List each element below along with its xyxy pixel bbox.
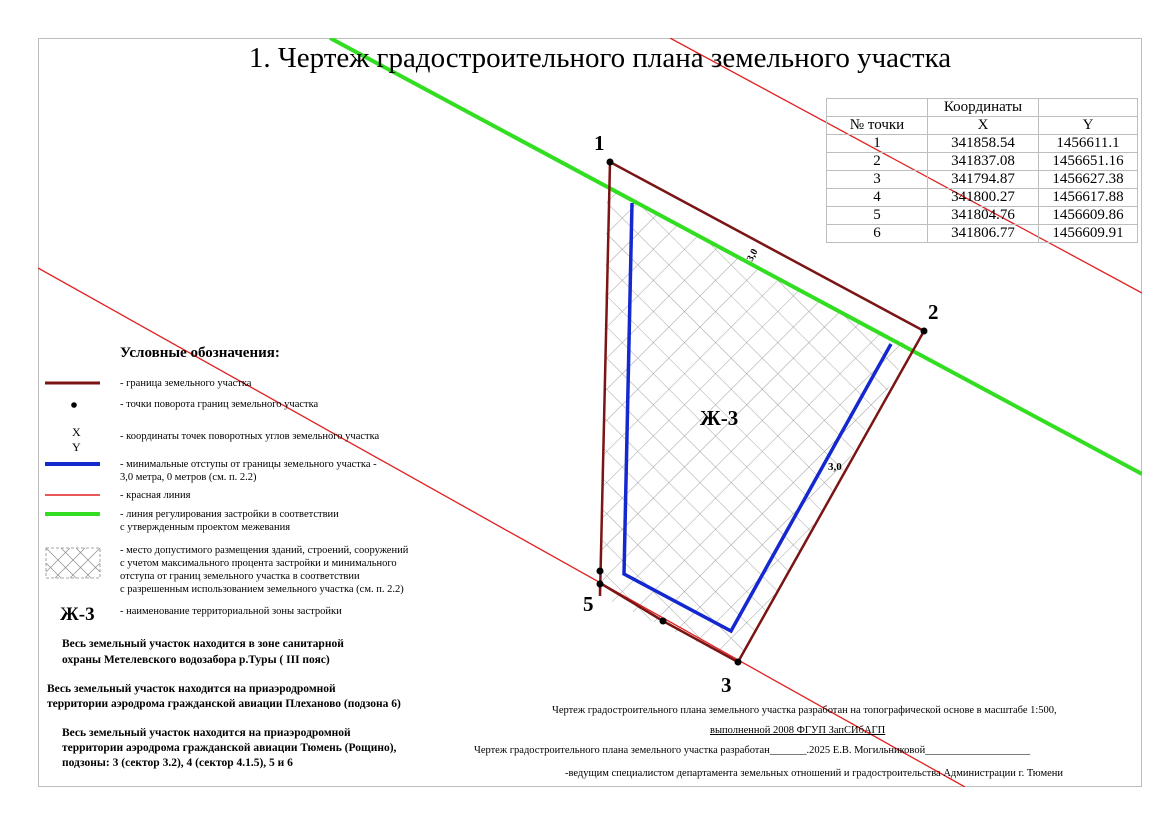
legend-y-letter: Y <box>72 440 81 454</box>
note-plekhanovo-2: территории аэродрома гражданской авиации Плеханово (подзона 6) <box>47 698 401 710</box>
table-row <box>827 207 1138 225</box>
legend-x-letter: X <box>72 425 81 439</box>
legend-item-hatch-4: с разрешенным использованием земельного участка (см. п. 2.2) <box>120 584 404 595</box>
legend-item-boundary: - граница земельного участка <box>120 378 252 389</box>
legend-item-hatch-2: с учетом максимального процента застройки и минимального <box>120 558 397 569</box>
note-roshchino-3: подзоны: 3 (сектор 3.2), 4 (сектор 4.1.5), 5 и 6 <box>62 757 293 769</box>
note-sanitary-2: охраны Метелевского водозабора р.Туры ( III пояс) <box>62 654 330 666</box>
point-label-2: 2 <box>928 300 939 324</box>
turning-point-1 <box>607 159 614 166</box>
note-sanitary-1: Весь земельный участок находится в зоне санитарной <box>62 638 344 650</box>
note-roshchino-1: Весь земельный участок находится на приаэродромной <box>62 727 351 739</box>
legend-point-symbol <box>71 402 77 408</box>
legend-item-setback-2: 3,0 метра, 0 метров (см. п. 2.2) <box>120 472 257 483</box>
coordinates-table <box>826 98 1138 243</box>
table-header-row <box>827 117 1138 135</box>
cell-point: 2 <box>827 153 928 171</box>
footer-author-position: -ведущим специалистом департамента земельных отношений и градостроительства Администрации г. Тюмени <box>565 768 1064 779</box>
cell-y: 1456609.86 <box>1039 207 1138 225</box>
cell-x: 341806.77 <box>928 225 1039 243</box>
legend-zone-symbol: Ж-3 <box>60 604 95 625</box>
footer-scale-note: Чертеж градостроительного плана земельного участка разработан на топографической основе в масштабе 1:500, <box>552 705 1057 716</box>
cell-point: 4 <box>827 189 928 207</box>
turning-point-2 <box>921 328 928 335</box>
header-coordinates: Координаты <box>928 99 1039 117</box>
zone-label: Ж-3 <box>700 406 739 430</box>
cell-y: 1456651.16 <box>1039 153 1138 171</box>
cell-x: 341794.87 <box>928 171 1039 189</box>
legend-item-hatch-3: отступа от границ земельного участка в соответствии <box>120 571 360 582</box>
turning-point-3 <box>735 659 742 666</box>
table-row <box>827 153 1138 171</box>
legend-item-green-line-2: с утвержденным проектом межевания <box>120 522 291 533</box>
point-label-5: 5 <box>583 592 594 616</box>
page-title: 1. Чертеж градостроительного плана земельного участка <box>248 42 952 74</box>
legend-item-hatch: - место допустимого размещения зданий, строений, сооружений <box>120 545 409 556</box>
table-row <box>827 135 1138 153</box>
legend-item-red-line: - красная линия <box>120 490 191 501</box>
cell-point: 5 <box>827 207 928 225</box>
cell-y: 1456627.38 <box>1039 171 1138 189</box>
header-cell-empty-2 <box>1039 99 1138 117</box>
legend-item-green-line: - линия регулирования застройки в соответствии <box>120 509 339 520</box>
table-row <box>827 171 1138 189</box>
header-point-number: № точки <box>827 117 928 135</box>
legend-hatch-symbol <box>46 548 100 578</box>
cell-y: 1456611.1 <box>1039 135 1138 153</box>
cell-x: 341804.76 <box>928 207 1039 225</box>
note-plekhanovo-1: Весь земельный участок находится на приаэродромной <box>47 683 336 695</box>
cell-point: 6 <box>827 225 928 243</box>
turning-point-6 <box>597 568 604 575</box>
turning-point-4 <box>660 618 667 625</box>
legend-title: Условные обозначения: <box>120 345 280 361</box>
table-row <box>827 225 1138 243</box>
setback-dimension-label-right: 3,0 <box>828 461 842 473</box>
cell-x: 341837.08 <box>928 153 1039 171</box>
point-label-1: 1 <box>594 131 605 155</box>
cell-x: 341800.27 <box>928 189 1039 207</box>
table-header-row <box>827 99 1138 117</box>
header-cell-empty <box>827 99 928 117</box>
cell-point: 3 <box>827 171 928 189</box>
legend-item-setback: - минимальные отступы от границы земельного участка - <box>120 459 377 470</box>
legend-xy-symbol <box>72 425 81 455</box>
cell-y: 1456609.91 <box>1039 225 1138 243</box>
legend-item-zone: - наименование территориальной зоны застройки <box>120 606 342 617</box>
footer-survey-source: выполненной 2008 ФГУП ЗапСИбАГП <box>710 725 886 736</box>
cell-y: 1456617.88 <box>1039 189 1138 207</box>
point-label-3: 3 <box>721 673 732 697</box>
header-y: Y <box>1039 117 1138 135</box>
table-row <box>827 189 1138 207</box>
footer-author-line: Чертеж градостроительного плана земельного участка разработан_______.2025 Е.В. Могильниковой____________________ <box>474 745 1031 756</box>
header-x: X <box>928 117 1039 135</box>
cell-x: 341858.54 <box>928 135 1039 153</box>
legend-item-coordinates: - координаты точек поворотных углов земельного участка <box>120 431 380 442</box>
legend-item-points: - точки поворота границ земельного участка <box>120 399 319 410</box>
cell-point: 1 <box>827 135 928 153</box>
turning-point-5 <box>597 581 604 588</box>
setback-dimension-label-top: 3,0 <box>744 247 761 264</box>
note-roshchino-2: территории аэродрома гражданской авиации Тюмень (Рощино), <box>62 742 397 754</box>
